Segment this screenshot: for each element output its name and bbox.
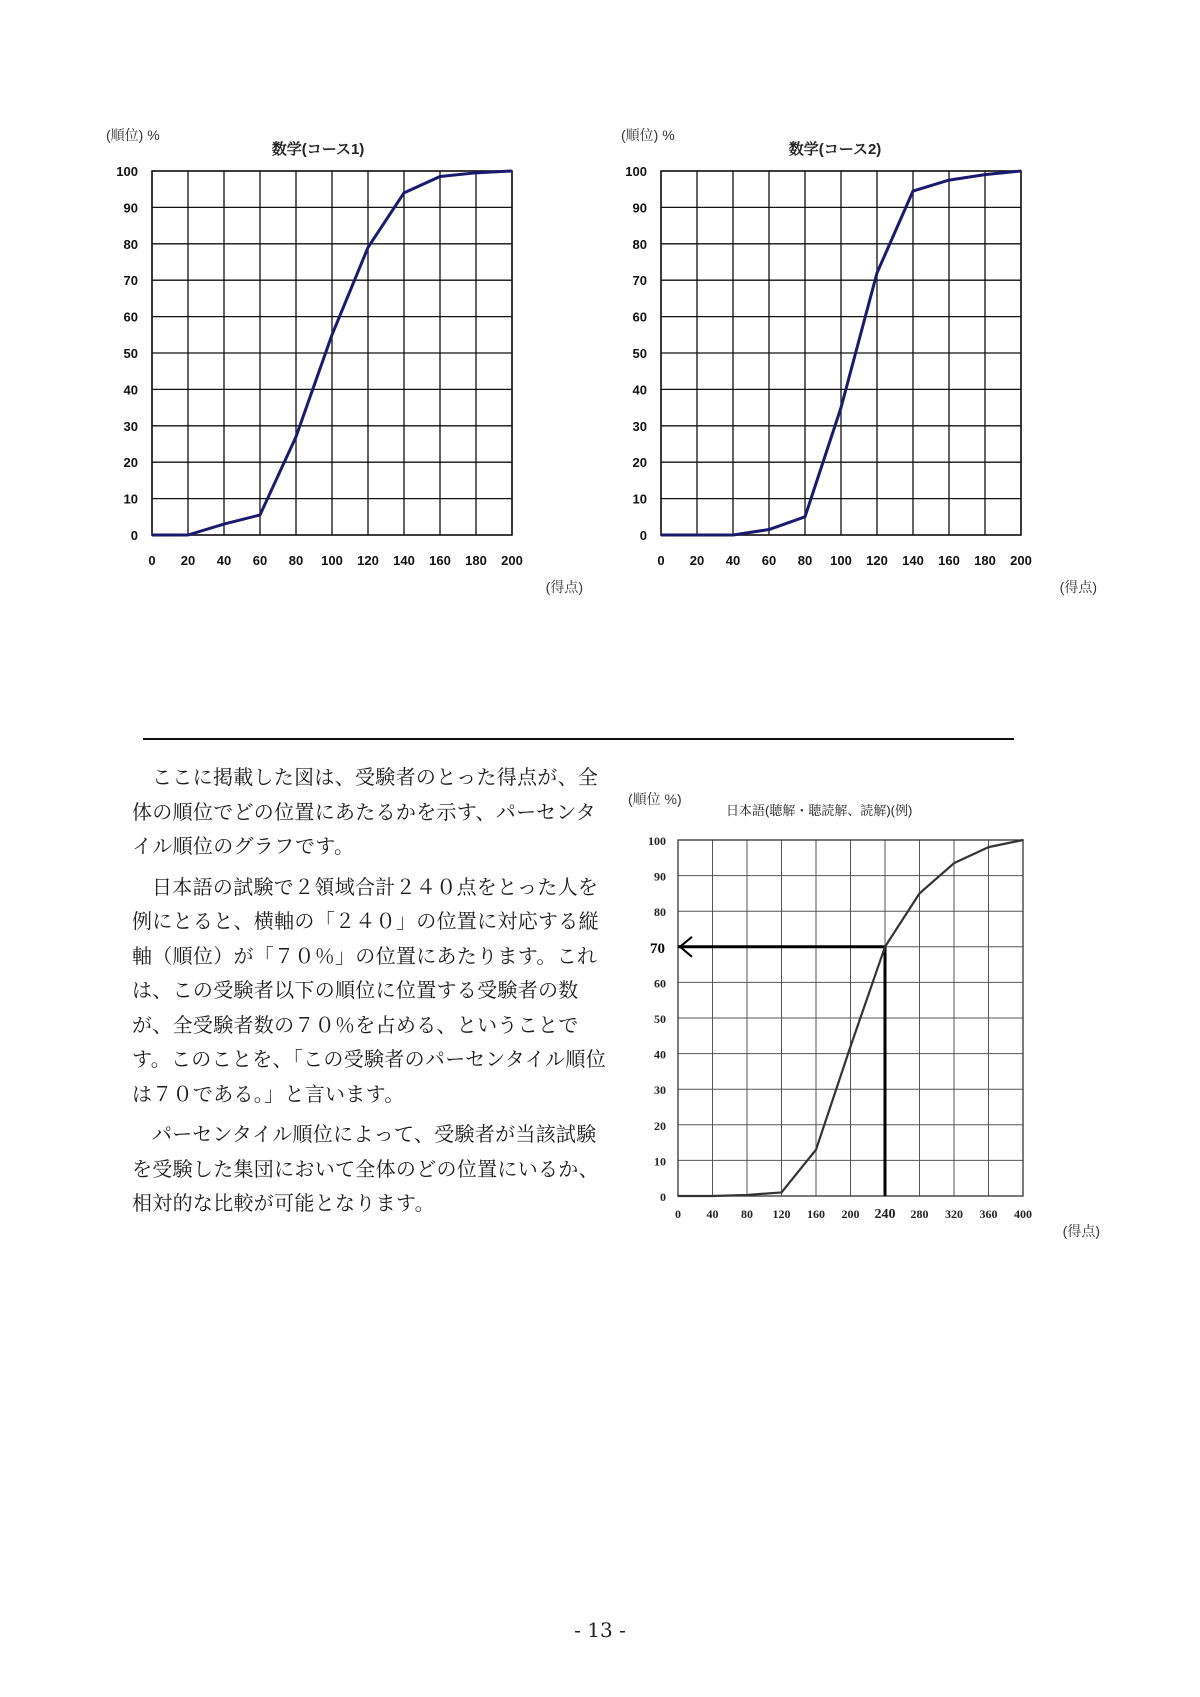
x-tick-label: 180 [974, 553, 996, 568]
chart2-title: 数学(コース2) [788, 141, 882, 158]
data-point [781, 1192, 783, 1194]
data-point [677, 1195, 679, 1197]
data-point [696, 534, 698, 536]
x-tick-label: 40 [216, 553, 232, 568]
data-point [746, 1194, 748, 1196]
data-point [912, 190, 914, 192]
y-tick-label: 30 [654, 1083, 666, 1098]
y-tick-label: 10 [654, 1154, 666, 1169]
x-tick-label: 120 [866, 553, 888, 568]
data-point [804, 516, 806, 518]
x-tick-label: 60 [761, 553, 777, 568]
x-tick-label: 280 [910, 1207, 929, 1221]
y-tick-label: 80 [632, 236, 647, 252]
data-point [1022, 839, 1024, 841]
y-tick-label: 20 [123, 455, 138, 471]
y-tick-label: 50 [654, 1012, 666, 1026]
data-point [948, 179, 950, 181]
y-tick-label: 70 [632, 273, 647, 289]
data-point [840, 407, 842, 409]
x-tick-label: 40 [725, 553, 741, 568]
chart-japanese-example [625, 780, 1110, 1250]
y-tick-label: 100 [625, 164, 647, 179]
chart1-x-unit: (得点) [545, 579, 583, 595]
y-tick-label: 60 [654, 976, 666, 991]
y-tick-label: 50 [123, 346, 138, 361]
data-point [884, 946, 886, 948]
data-point [403, 192, 405, 194]
data-point [367, 247, 369, 249]
page-number: - 13 - [574, 1618, 626, 1642]
section-divider [143, 738, 1014, 740]
x-tick-label: 0 [675, 1207, 681, 1221]
x-tick-label: 140 [902, 553, 924, 568]
y-tick-label: 60 [123, 309, 138, 325]
y-tick-label: 10 [123, 491, 138, 507]
y-tick-label: 40 [123, 382, 138, 398]
y-tick-label: 40 [654, 1047, 666, 1062]
x-tick-label: 100 [830, 553, 852, 568]
x-tick-label: 200 [841, 1207, 860, 1221]
y-tick-label: 100 [116, 164, 138, 179]
data-point [475, 172, 477, 174]
chart1-title: 数学(コース1) [271, 141, 365, 158]
y-tick-label: 60 [632, 309, 647, 325]
paragraph-2: 日本語の試験で２領域合計２４０点をとった人を例にとると、横軸の「２４０」の位置に対応する縦軸（順位）が「７０％」の位置にあたります。これは、この受験者以下の順位に位置する受験者の数が、全受験者数の７０％を占める、ということです。このことを、「この受験者のパーセンタイル順位は７０である。」と言います。 [132, 874, 606, 1106]
x-tick-label: 0 [657, 553, 665, 568]
paragraph-3: パーセンタイル順位によって、受験者が当該試験を受験した集団において全体のどの位置にいるか、相対的な比較が可能となります。 [132, 1122, 599, 1215]
x-tick-label: 180 [465, 553, 487, 568]
x-tick-label: 80 [288, 553, 304, 568]
y-tick-label: 0 [660, 1190, 666, 1204]
data-point [850, 1046, 852, 1048]
x-tick-label: 100 [321, 553, 343, 568]
y-tick-label: 100 [648, 834, 666, 848]
x-tick-label: 320 [945, 1207, 963, 1221]
data-point [151, 534, 153, 536]
x-tick-label: 360 [979, 1207, 998, 1221]
y-tick-label: 50 [632, 346, 647, 361]
x-tick-label: 80 [741, 1207, 753, 1221]
x-tick-label: 400 [1014, 1207, 1032, 1221]
x-tick-label: 40 [706, 1207, 719, 1221]
data-point [988, 846, 990, 848]
chart1-y-unit: (順位) % [106, 127, 160, 143]
y-tick-label: 80 [654, 905, 666, 920]
chart-math-course1 [98, 120, 598, 600]
y-tick-label: 20 [654, 1118, 666, 1133]
x-tick-label: 160 [429, 553, 451, 568]
data-point [953, 862, 955, 864]
x-tick-label: 200 [1010, 553, 1032, 568]
y-tick-label: 90 [632, 200, 647, 216]
data-point [919, 893, 921, 895]
data-point [295, 436, 297, 438]
x-tick-label: 240 [874, 1207, 896, 1222]
highlight-label: 70 [650, 940, 665, 957]
x-tick-label: 160 [938, 553, 960, 568]
data-point [660, 534, 662, 536]
data-point [511, 170, 513, 172]
explanation-text [132, 760, 612, 1227]
chart2-y-unit: (順位) % [621, 127, 675, 143]
chart3-y-unit: (順位 %) [628, 791, 682, 807]
y-tick-label: 0 [639, 528, 647, 543]
y-tick-label: 30 [123, 418, 138, 434]
data-point [223, 523, 225, 525]
data-point [187, 534, 189, 536]
x-tick-label: 120 [772, 1207, 791, 1221]
y-tick-label: 90 [654, 869, 666, 884]
data-point [259, 514, 261, 516]
y-tick-label: 70 [123, 273, 138, 289]
x-tick-label: 120 [357, 553, 379, 568]
x-tick-label: 0 [148, 553, 156, 568]
y-tick-label: 0 [130, 528, 138, 543]
data-point [984, 174, 986, 176]
data-point [439, 176, 441, 178]
y-tick-label: 30 [632, 418, 647, 434]
x-tick-label: 140 [393, 553, 415, 568]
chart3-x-unit: (得点) [1062, 1223, 1100, 1239]
x-tick-label: 20 [180, 553, 196, 568]
x-tick-label: 200 [501, 553, 523, 568]
x-tick-label: 20 [689, 553, 705, 568]
data-point [768, 529, 770, 531]
chart2-x-unit: (得点) [1059, 579, 1097, 595]
x-tick-label: 80 [797, 553, 813, 568]
y-tick-label: 80 [123, 236, 138, 252]
data-point [815, 1149, 817, 1151]
data-point [331, 334, 333, 336]
data-point [876, 272, 878, 274]
y-tick-label: 20 [632, 455, 647, 471]
data-point [732, 534, 734, 536]
y-tick-label: 40 [632, 382, 647, 398]
y-tick-label: 10 [632, 491, 647, 507]
data-point [712, 1195, 714, 1197]
chart3-title: 日本語(聴解・聴読解、読解)(例) [726, 803, 913, 818]
data-point [1020, 170, 1022, 172]
x-tick-label: 60 [252, 553, 268, 568]
chart-math-course2 [607, 120, 1107, 600]
x-tick-label: 160 [807, 1207, 825, 1221]
y-tick-label: 90 [123, 200, 138, 216]
paragraph-1: ここに掲載した図は、受験者のとった得点が、全体の順位でどの位置にあたるかを示す、パーセンタイル順位のグラフです。 [132, 765, 599, 858]
